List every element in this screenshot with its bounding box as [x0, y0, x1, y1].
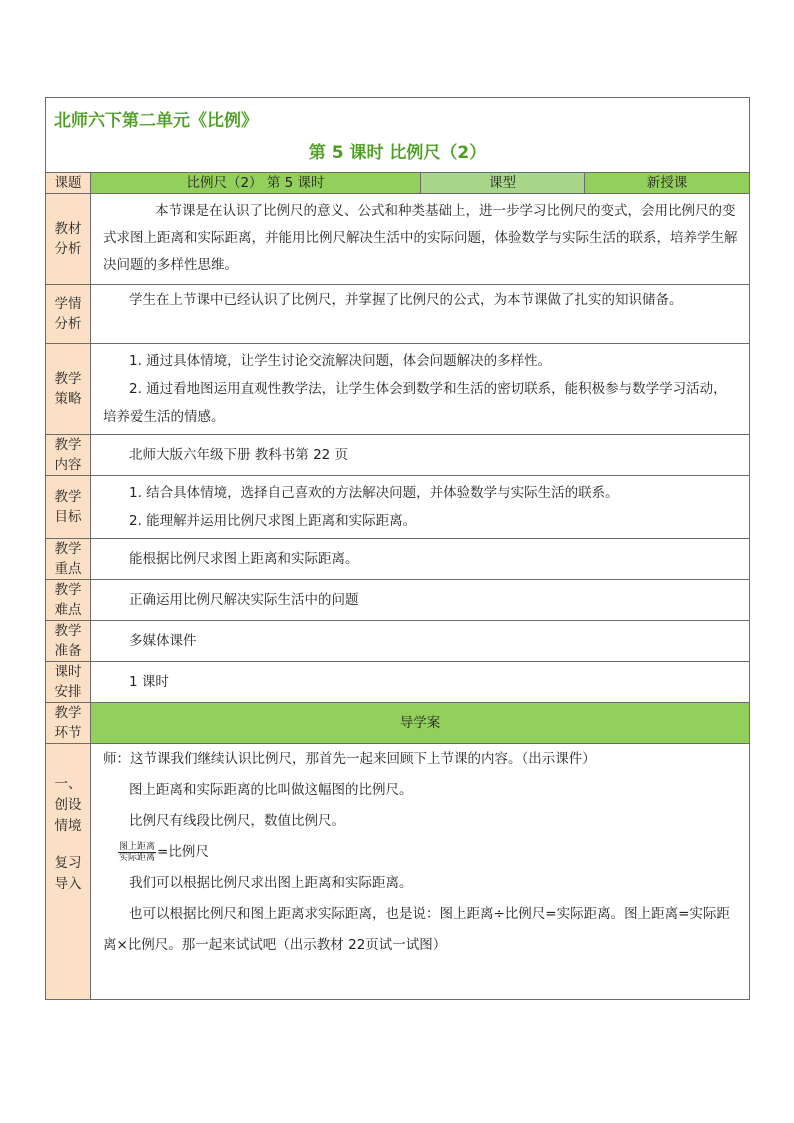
row-prep: [46, 621, 750, 662]
row-key: [46, 539, 750, 580]
row-strategy: [46, 344, 750, 435]
row-stage: [46, 703, 750, 744]
material-label: 教材 分析: [46, 194, 91, 285]
strategy-item-1: 1. 通过具体情境，让学生讨论交流解决问题，体会问题解决的多样性。: [129, 353, 552, 369]
topic-value: 比例尺（2） 第 5 课时: [91, 173, 421, 194]
topic-label: 课题: [46, 173, 91, 194]
type-label: 课型: [421, 173, 585, 194]
material-text: 本节课是在认识了比例尺的意义、公式和种类基础上，进一步学习比例尺的变式，会用比例尺的变式求图上距离和实际距离，并能用比例尺解决生活中的实际问题，体验数学与实际生活的联系，培养学生解决问题的多样性思维。: [91, 194, 750, 285]
stage-label: 教学 环节: [46, 703, 91, 744]
goals-item-1: 1. 结合具体情境，选择自己喜欢的方法解决问题，并体验数学与实际生活的联系。: [129, 485, 619, 501]
section1-content: [91, 744, 750, 1000]
row-schedule: [46, 662, 750, 703]
stage-text: 导学案: [91, 703, 750, 744]
row-section-1: [46, 744, 750, 1000]
type-value: 新授课: [585, 173, 750, 194]
prep-label: 教学 准备: [46, 621, 91, 662]
key-label: 教学 重点: [46, 539, 91, 580]
row-student: [46, 285, 750, 344]
section1-line-4: 我们可以根据比例尺求出图上距离和实际距离。: [129, 875, 413, 891]
section1-title-b: 复习 导入: [54, 855, 82, 892]
formula-result: =比例尺: [157, 844, 209, 860]
goals-item-2: 2. 能理解并运用比例尺求图上距离和实际距离。: [129, 513, 417, 529]
row-material: [46, 194, 750, 285]
strategy-item-2: 2. 通过看地图运用直观性教学法，让学生体会到数学和生活的密切联系，能积极参与数学学习活动，培养爱生活的情感。: [103, 381, 727, 425]
schedule-text: 1 课时: [91, 662, 750, 703]
strategy-content: [91, 344, 750, 435]
lesson-title-cell: [46, 138, 750, 173]
section1-formula: [103, 837, 739, 868]
difficulty-label: 教学 难点: [46, 580, 91, 621]
strategy-label: 教学 策略: [46, 344, 91, 435]
lesson-plan-table: [45, 97, 750, 1000]
section1-line-3: 比例尺有线段比例尺，数值比例尺。: [129, 813, 345, 829]
lesson-title: 第 5 课时 比例尺（2）: [308, 143, 487, 163]
schedule-label: 课时 安排: [46, 662, 91, 703]
info-row: [46, 173, 750, 194]
fraction-numerator: 图上距离: [119, 841, 156, 852]
prep-text: 多媒体课件: [91, 621, 750, 662]
student-text: 学生在上节课中已经认识了比例尺，并掌握了比例尺的公式，为本节课做了扎实的知识储备。: [91, 285, 750, 344]
goals-label: 教学 目标: [46, 476, 91, 539]
student-label: 学情 分析: [46, 285, 91, 344]
goals-content: [91, 476, 750, 539]
fraction-denominator: 实际距离: [119, 852, 156, 863]
document-title: 北师六下第二单元《比例》: [54, 111, 258, 131]
key-text: 能根据比例尺求图上距离和实际距离。: [91, 539, 750, 580]
row-content: [46, 435, 750, 476]
difficulty-text: 正确运用比例尺解决实际生活中的问题: [91, 580, 750, 621]
lesson-plan-document: [45, 97, 749, 1000]
section1-number: 一、: [54, 776, 82, 792]
section1-line-5: 也可以根据比例尺和图上距离求实际距离，也是说：图上距离÷比例尺=实际距离。图上距离=实际距离×比例尺。那一起来试试吧（出示教材 22页试一试图）: [103, 906, 730, 953]
section1-label: [46, 744, 91, 1000]
section1-line-1: 师：这节课我们继续认识比例尺，那首先一起来回顾下上节课的内容。（出示课件）: [103, 751, 596, 767]
row-difficulty: [46, 580, 750, 621]
formula-fraction: [118, 842, 156, 863]
content-label: 教学 内容: [46, 435, 91, 476]
row-goals: [46, 476, 750, 539]
section1-title-a: 创设 情境: [54, 797, 82, 834]
content-text: 北师大版六年级下册 教科书第 22 页: [91, 435, 750, 476]
section1-line-2: 图上距离和实际距离的比叫做这幅图的比例尺。: [129, 782, 413, 798]
title-cell: [46, 98, 750, 139]
